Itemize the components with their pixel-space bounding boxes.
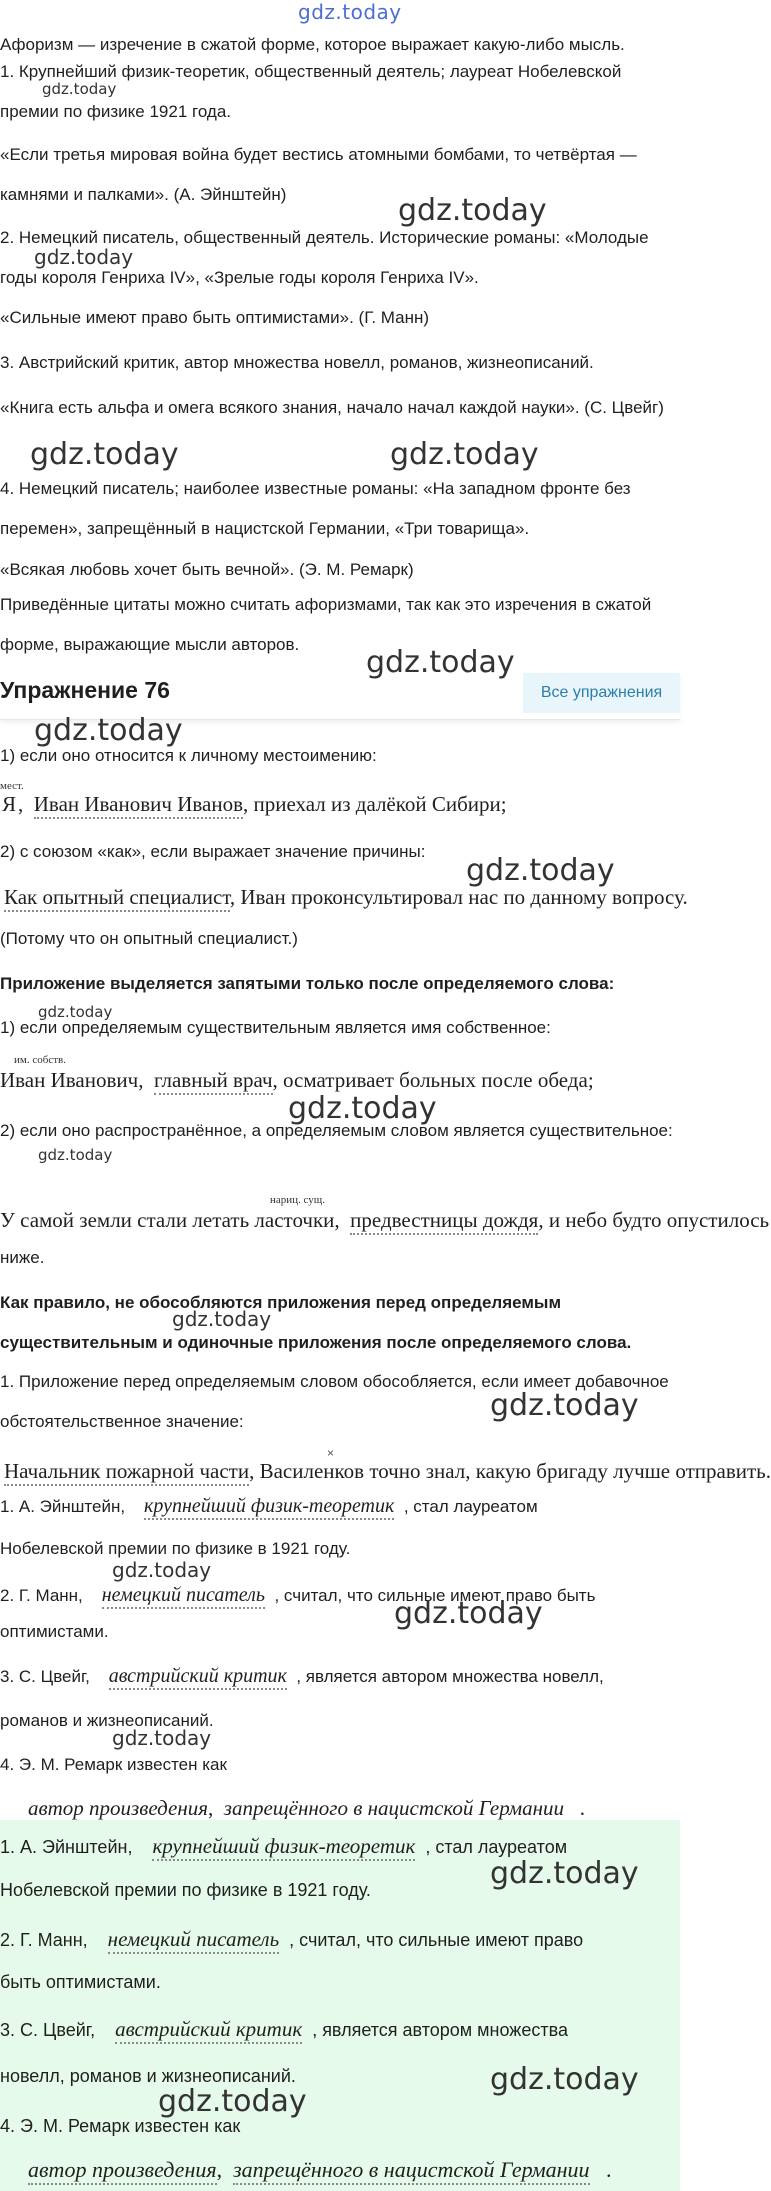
appositive: немецкий писатель (108, 1927, 279, 1954)
example-sentence: У самой земли стали летать ласточки, предвестницы дождя, и небо будто опустилось (0, 1200, 680, 1240)
answer-continuation: романов и жизнеописаний. (0, 1711, 214, 1730)
example-sentence: Начальник пожарной части, Василенков точно знал, какую бригаду лучше отправить. (4, 1451, 684, 1491)
appositive: австрийский критик (109, 1665, 287, 1690)
answer-line: 4. Э. М. Ремарк известен как (0, 2116, 241, 2136)
intro-item: 3. Австрийский критик, автор множества новелл, романов, жизнеописаний. (0, 353, 594, 372)
grammar-label: мест. (0, 780, 24, 792)
intro-item: 1. Крупнейший физик-теоретик, общественный деятель; лауреат Нобелевской премии по физике 1921 года. (0, 62, 622, 121)
intro-item: 4. Немецкий писатель; наиболее известные романы: «На западном фронте без перемен», запрещённый в нацистской Германии, «Три товарища». (0, 479, 631, 538)
watermark: gdz.today (112, 1726, 212, 1750)
watermark: gdz.today (30, 437, 179, 472)
answer-line: 3. С. Цвейг, австрийский критик , является автором множества новелл, (0, 1656, 680, 1697)
answer-appositives: автор произведения, запрещённого в нацистской Германии . (28, 1788, 708, 1828)
appositive: Иван Иванович Иванов (34, 792, 243, 819)
answer-line: 2. Г. Манн, немецкий писатель , считал, что сильные имеют право быть (0, 1575, 680, 1616)
intro-quote: «Книга есть альфа и омега всякого знания, начало начал каждой науки». (С. Цвейг) (0, 398, 664, 417)
watermark: gdz.today (490, 1388, 639, 1423)
intro-item: 2. Немецкий писатель, общественный деятель. Исторические романы: «Молодые годы короля Генриха IV», «Зрелые годы короля Генриха IV». (0, 228, 649, 287)
appositive: главный врач (154, 1068, 273, 1095)
appositive: Как опытный специалист (4, 885, 230, 912)
watermark: gdz.today (366, 645, 515, 680)
watermark: gdz.today (390, 437, 539, 472)
rule-heading: Приложение выделяется запятыми только после определяемого слова: (0, 974, 615, 993)
watermark: gdz.today (490, 1856, 639, 1891)
pronoun-box: Я (2, 792, 17, 816)
answer-line: 1. А. Эйнштейн, крупнейший физик-теоретик , стал лауреатом (0, 1486, 680, 1527)
example-sentence: Я, Иван Иванович Иванов, приехал из далёкой Сибири; (0, 784, 680, 824)
intro-quote: «Сильные имеют право быть оптимистами». (Г. Манн) (0, 308, 430, 327)
appositive: крупнейший физик-теоретик (144, 1495, 394, 1520)
rule-text: 2) с союзом «как», если выражает значение причины: (0, 842, 426, 861)
appositive: немецкий писатель (102, 1584, 265, 1609)
watermark: gdz.today (158, 2084, 307, 2119)
intro-conclusion: Приведённые цитаты можно считать афоризмами, так как это изречения в сжатой форме, выражающие мысли авторов. (0, 595, 652, 654)
watermark: gdz.today (288, 1091, 437, 1126)
common-noun: ласточки (254, 1208, 335, 1232)
grammar-label: им. собств. (14, 1054, 66, 1066)
watermark: gdz.today (34, 713, 183, 748)
answer-continuation: Нобелевской премии по физике в 1921 году. (0, 1539, 351, 1558)
answer-continuation: оптимистами. (0, 1622, 109, 1641)
watermark: gdz.today (394, 1596, 543, 1631)
appositive: австрийский критик (115, 2017, 302, 2044)
answer-appositives: автор произведения, запрещённого в нацистской Германии . (28, 2150, 708, 2190)
example-continuation: ниже. (0, 1248, 45, 1267)
rule-text: 1. Приложение перед определяемым словом обособляется, если имеет добавочное обстоятельственное значение: (0, 1372, 669, 1431)
grammar-label: нариц. сущ. (270, 1194, 325, 1206)
appositive: крупнейший физик-теоретик (152, 1834, 415, 1861)
all-exercises-button[interactable]: Все упражнения (523, 673, 680, 713)
appositive: предвестницы дождя (350, 1208, 538, 1235)
cross-mark: × (327, 1446, 335, 1460)
watermark: gdz.today (172, 1307, 272, 1331)
answer-continuation: новелл, романов и жизнеописаний. (0, 2066, 296, 2086)
example-note: (Потому что он опытный специалист.) (0, 929, 298, 948)
watermark: gdz.today (112, 1558, 212, 1582)
answer-line: 1. А. Эйнштейн, крупнейший физик-теоретик , стал лауреатом (0, 1826, 680, 1867)
intro-quote: «Всякая любовь хочет быть вечной». (Э. М. Ремарк) (0, 560, 414, 579)
answer-line: 3. С. Цвейг, австрийский критик , является автором множества (0, 2009, 680, 2050)
watermark: gdz.today (490, 2062, 639, 2097)
proper-noun: Иван Иванович (0, 1068, 139, 1092)
rule-text: 1) если оно относится к личному местоимению: (0, 746, 377, 765)
rule-text: 2) если оно распространённое, а определяемым словом является существительное: (0, 1121, 673, 1140)
appositive: автор произведения (28, 1796, 208, 1823)
appositive: запрещённого в нацистской Германии (224, 1796, 564, 1823)
exercise-title: Упражнение 76 (0, 677, 170, 703)
appositive: запрещённого в нацистской Германии (233, 2157, 589, 2185)
appositive: Начальник пожарной части (4, 1459, 249, 1486)
example-sentence: Как опытный специалист, Иван проконсультировал нас по данному вопросу. (4, 877, 684, 917)
example-sentence: Иван Иванович, главный врач, осматривает больных после обеда; (0, 1060, 680, 1100)
watermark: gdz.today (42, 80, 117, 98)
intro-quote: «Если третья мировая война будет вестись атомными бомбами, то четвёртая — камнями и палками». (А. Эйнштейн) (0, 145, 637, 204)
watermark: gdz.today (38, 1146, 113, 1164)
answer-continuation: Нобелевской премии по физике в 1921 году. (0, 1880, 371, 1900)
watermark: gdz.today (398, 193, 547, 228)
answer-line: 2. Г. Манн, немецкий писатель , считал, что сильные имеют право (0, 1919, 680, 1960)
rule-text: 1) если определяемым существительным является имя собственное: (0, 1018, 551, 1037)
watermark: gdz.today (466, 853, 615, 888)
intro-line: Афоризм — изречение в сжатой форме, которое выражает какую-либо мысль. (0, 35, 625, 54)
site-logo[interactable]: gdz.today (298, 0, 402, 24)
answer-continuation: быть оптимистами. (0, 1972, 161, 1992)
rule-heading: Как правило, не обособляются приложения перед определяемым существительным и одиночные приложения после определяемого слова. (0, 1293, 632, 1352)
watermark: gdz.today (34, 245, 134, 269)
appositive: автор произведения (28, 2157, 217, 2185)
answer-line: 4. Э. М. Ремарк известен как (0, 1755, 227, 1774)
watermark: gdz.today (38, 1003, 113, 1021)
